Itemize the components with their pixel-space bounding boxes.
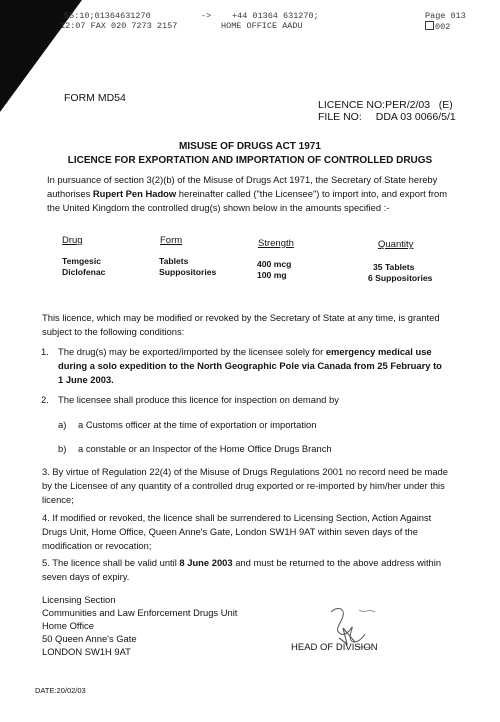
expiry-date: 8 June 2003 [179, 557, 233, 568]
address-line-3: Home Office [42, 620, 94, 631]
fax-page-count-text: 002 [435, 22, 451, 32]
condition-1 [58, 345, 446, 388]
licence-number-value: PER/2/03 (E) [385, 99, 453, 111]
condition-4: 4. If modified or revoked, the licence shall be surrendered to Licensing Section, Action Against Drugs Unit, Home Office, Queen Anne's Gate, London SW1H 9AT within seven days of the modification or revocation; [42, 512, 432, 552]
condition-1-purpose: emergency medical use during a solo expedition to the North Geographic Pole via Canada from 25 February to 1 June 2003. [58, 346, 442, 386]
table-row-1-drug: Temgesic [62, 256, 102, 266]
condition-2a-text: a Customs officer at the time of exportation or importation [78, 419, 317, 430]
condition-2-text: The licensee shall produce this licence for inspection on demand by [58, 394, 339, 405]
document-title-line2: LICENCE FOR EXPORTATION AND IMPORTATION OF CONTROLLED DRUGS [67, 155, 433, 166]
fax-page-number: Page 013 [425, 11, 466, 21]
table-row-1-strength: 400 mcg [257, 259, 292, 269]
licence-number [318, 99, 453, 111]
address-line-1: Licensing Section [42, 594, 116, 605]
table-row-1-quantity: 35 Tablets [373, 262, 415, 272]
file-number [318, 111, 456, 123]
table-header-strength: Strength [258, 238, 294, 249]
condition-2a-number: a) [58, 419, 67, 430]
issuer-address [42, 593, 302, 658]
table-row-1-form: Tablets [159, 256, 189, 266]
document-title-line1: MISUSE OF DRUGS ACT 1971 [179, 141, 321, 152]
fax-arrow: -> [201, 11, 212, 21]
conditions-intro: This licence, which may be modified or revoked by the Secretary of State at any time, is granted subject to the following conditions: [42, 312, 440, 338]
fax-line1-left: 55:10;01364631270 [64, 11, 151, 21]
signatory-title: HEAD OF DIVISION [291, 642, 378, 653]
table-header-drug: Drug [62, 235, 83, 246]
fax-line2-left: 12:07 FAX 020 7273 2157 [60, 21, 178, 31]
file-number-value: DDA 03 0066/5/1 [375, 111, 456, 123]
licence-number-label: LICENCE NO: [318, 99, 386, 111]
table-row-2-strength: 100 mg [257, 270, 287, 280]
table-header-form: Form [160, 235, 183, 246]
intro-text-a: In pursuance of section 3(2)(b) of the Misuse of Drugs Act 1971, the Secretary of State hereby authorises [47, 174, 438, 200]
condition-2b-number: b) [58, 443, 67, 454]
fax-line1-mid: +44 01364 631270; [232, 11, 319, 21]
table-row-2-quantity: 6 Suppositories [368, 273, 433, 283]
address-line-2: Communities and Law Enforcement Drugs Unit [42, 607, 238, 618]
intro-paragraph [47, 173, 451, 216]
fax-line2-mid: HOME OFFICE AADU [221, 21, 303, 31]
form-id: FORM MD54 [64, 92, 126, 104]
address-line-4: 50 Queen Anne's Gate [42, 633, 137, 644]
table-row-2-drug: Diclofenac [62, 267, 106, 277]
condition-1-number: 1. [41, 346, 49, 357]
condition-2-number: 2. [41, 394, 49, 405]
condition-3: 3. By virtue of Regulation 22(4) of the Misuse of Drugs Regulations 2001 no record need be made by the Licensee of any quantity of a controlled drug exported or re-imported by him/her under this licence; [42, 466, 448, 506]
condition-5-text-b: and must be returned to the above address within seven days of expiry. [42, 557, 442, 583]
issue-date: DATE:20/02/03 [35, 686, 86, 695]
file-number-label: FILE NO: [318, 111, 362, 123]
address-line-5: LONDON SW1H 9AT [42, 646, 131, 657]
fax-page-box-icon [425, 21, 434, 30]
condition-5 [42, 556, 450, 584]
table-row-2-form: Suppositories [159, 267, 217, 277]
condition-5-text-a: 5. The licence shall be valid until [42, 557, 180, 568]
condition-2b-text: a constable or an Inspector of the Home Office Drugs Branch [78, 443, 332, 454]
table-header-quantity: Quantity [378, 239, 414, 250]
licensee-name: Rupert Pen Hadow [92, 188, 177, 200]
intro-text-b: hereinafter called ("the Licensee") to import into, and export from the United Kingdom the controlled drug(s) shown below in the amounts specified :- [47, 188, 448, 214]
condition-1-text: The drug(s) may be exported/imported by the licensee solely for [58, 346, 326, 357]
fax-page-count [425, 21, 450, 32]
